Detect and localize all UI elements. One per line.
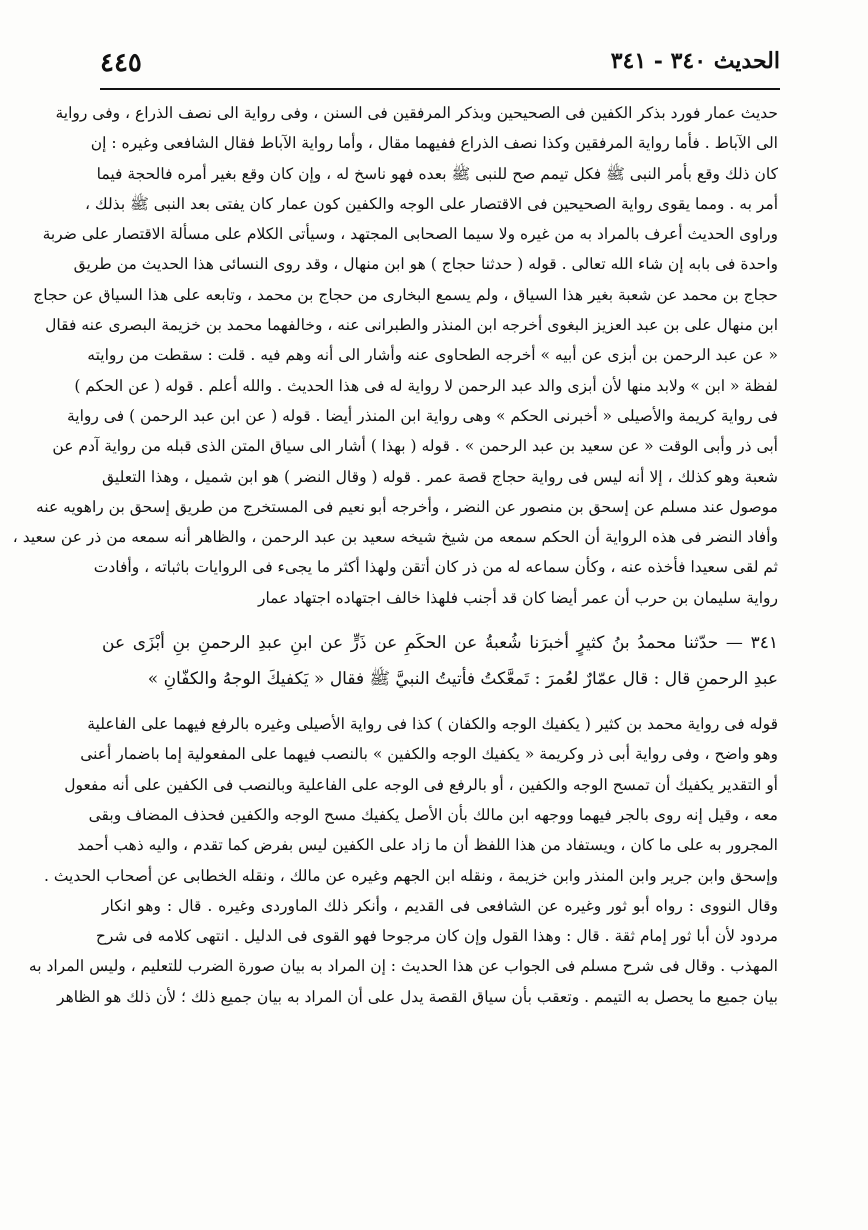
text-line: أمر به . ومما يقوى رواية الصحيحين فى الاقتصار على الوجه والكفين كون عمار كان يفتى بعد النبى ﷺ بذلك ، xyxy=(85,194,778,213)
text-line: الى الآباط . فأما رواية المرفقين وكذا نصف الذراع ففيهما مقال ، وأما رواية الآباط فقال الشافعى وغيره : إن xyxy=(90,134,778,153)
commentary-body xyxy=(12,98,778,1012)
text-line: وإسحق وابن جرير وابن المنذر وابن خزيمة ، ونقله ابن الجهم وغيره عن مالك ، ونقله الخطابى عن أصحاب الحديث . xyxy=(43,866,778,885)
text-line: وراوى الحديث أعرف بالمراد به من غيره ولا سيما الصحابى المجتهد ، وسيأتى الكلام على مسألة الاقتصار على ضربة xyxy=(42,225,778,244)
text-line: رواية سليمان بن حرب أن عمر أيضا كان قد أجنب فلهذا خالف اجتهاده اجتهاد عمار xyxy=(257,588,778,607)
text-line: قوله فى رواية محمد بن كثير ( يكفيك الوجه والكفان ) كذا فى رواية الأصيلى وغيره بالرفع فيهما على الفاعلية xyxy=(87,715,778,734)
text-line: كان ذلك وقع بأمر النبى ﷺ فكل تيمم صح للنبى ﷺ بعده فهو ناسخ له ، وإن كان وقع بغير أمره فالحجة فيما xyxy=(96,164,778,183)
text-line: معه ، وقيل إنه روى بالجر فيهما ووجهه ابن مالك بأن الأصل يكفيك مسح الوجه والكفين فحذف المضاف وبقى xyxy=(88,805,778,824)
section-gap xyxy=(102,613,778,625)
text-line: أبى ذر وأبى الوقت « عن سعيد بن عبد الرحمن » . قوله ( بهذا ) أشار الى سياق المتن الذى قبله من رواية آدم عن xyxy=(52,437,778,456)
text-line: بيان جميع ما يحصل به التيمم . وتعقب بأن سياق القصة يدل على أن المراد به بيان جميع ذلك ؛ لأن ذلك هو الظاهر xyxy=(57,987,778,1006)
text-line: أو التقدير يكفيك أن تمسح الوجه والكفين ، أو بالرفع فى الوجه على الفاعلية وبالنصب فى الكفين على أنه مفعول xyxy=(64,775,778,794)
text-line: حديث عمار فورد بذكر الكفين فى الصحيحين وبذكر المرفقين فى السنن ، وفى رواية الى نصف الذراع ، وفى رواية xyxy=(55,104,778,122)
running-title: الحديث ٣٤٠ - ٣٤١ xyxy=(610,48,780,74)
text-line: موصول عند مسلم عن إسحق بن منصور عن النضر ، وأخرجه أبو نعيم فى المستخرج من طريق إسحق بن راهويه عنه xyxy=(36,497,778,516)
text-line: واحدة فى بابه إن شاء الله تعالى . قوله ( حدثنا حجاج ) هو ابن منهال ، وقد روى النسائى هذا الحديث من طريق xyxy=(73,255,778,274)
text-line: « عن عبد الرحمن بن أبزى عن أبيه » أخرجه الطحاوى عنه وأشار الى أنه وهم فيه . قلت : سقطت من روايته xyxy=(87,346,778,365)
page-header xyxy=(100,44,780,88)
text-line: حجاج بن محمد عن شعبة بغير هذا السياق ، ولم يسمع البخارى من حجاج بن محمد ، وتابعه على هذا السياق عن حجاج xyxy=(33,285,778,304)
text-line: لفظة « ابن » ولابد منها لأن أبزى والد عبد الرحمن لا رواية له فى هذا الحديث . والله أعلم . قوله ( عن الحكم ) xyxy=(74,376,778,395)
text-line: ثم لقى سعيدا فأخذه عنه ، وكأن سماعه له من ذر كان أتقن ولهذا أكثر ما يجىء فى الروايات باثباته ، وأفادت xyxy=(93,558,778,577)
hadith-line: عبدِ الرحمنِ قال : قال عمّارٌ لعُمرَ : تَمعَّكتُ فأتيتُ النبيَّ ﷺ فقال « يَكفيكَ الوجهُ والكفّانِ » xyxy=(147,669,778,690)
text-line: مردود لأن أبا ثور إمام ثقة . قال : وهذا القول وإن كان مرجوحا فهو القوى فى الدليل . انتهى كلامه فى شرح xyxy=(95,927,778,946)
text-line: فى رواية كريمة والأصيلى « أخبرنى الحكم » وهى رواية ابن المنذر أيضا . قوله ( عن ابن عبد الرحمن ) فى رواية xyxy=(66,406,778,425)
text-line: وقال النووى : رواه أبو ثور وغيره عن الشافعى فى القديم ، وأنكر ذلك الماوردى وغيره . قال : وهو انكار xyxy=(102,896,778,915)
text-line: وأفاد النضر فى هذه الرواية أن الحكم سمعه من شيخ شيخه سعيد بن عبد الرحمن ، والظاهر أنه سمعه من ذر عن سعيد ، xyxy=(12,528,778,547)
section-gap xyxy=(102,697,778,709)
page-number: ٤٤٥ xyxy=(100,48,142,78)
text-line: ابن منهال على بن عبد العزيز البغوى أخرجه ابن المنذر والطبرانى عنه ، وخالفهما محمد بن خزيمة البصرى عنه فقال xyxy=(45,316,778,335)
commentary-block-top xyxy=(12,98,778,613)
text-line: وهو واضح ، وفى رواية أبى ذر وكريمة « يكفيك الوجه والكفين » بالنصب فيهما على المفعولية إما باضمار أعنى xyxy=(80,745,778,764)
header-divider xyxy=(100,88,780,90)
text-line: المهذب . وقال فى شرح مسلم فى الجواب عن هذا الحديث : إن المراد به بيان صورة الضرب للتعليم ، وليس المراد به xyxy=(28,957,778,976)
commentary-block-bottom xyxy=(28,709,778,1012)
text-line: المجرور به على ما كان ، ويستفاد من هذا اللفظ أن ما زاد على الكفين ليس بفرض كما تقدم ، واليه ذهب أحمد xyxy=(77,836,778,855)
hadith-line: ٣٤١ — حدّثنا محمدُ بنُ كثيرٍ أخبرَنا شُعبةُ عن الحكَمِ عن ذَرٍّ عن ابنِ عبدِ الرحمنِ بنِ أبْزَى عن xyxy=(102,633,778,654)
text-line: شعبة وهو كذلك ، إلا أنه ليس فى رواية حجاج قصة عمر . قوله ( وقال النضر ) هو ابن شميل ، وهذا التعليق xyxy=(102,467,778,486)
hadith-text-block xyxy=(102,625,778,697)
